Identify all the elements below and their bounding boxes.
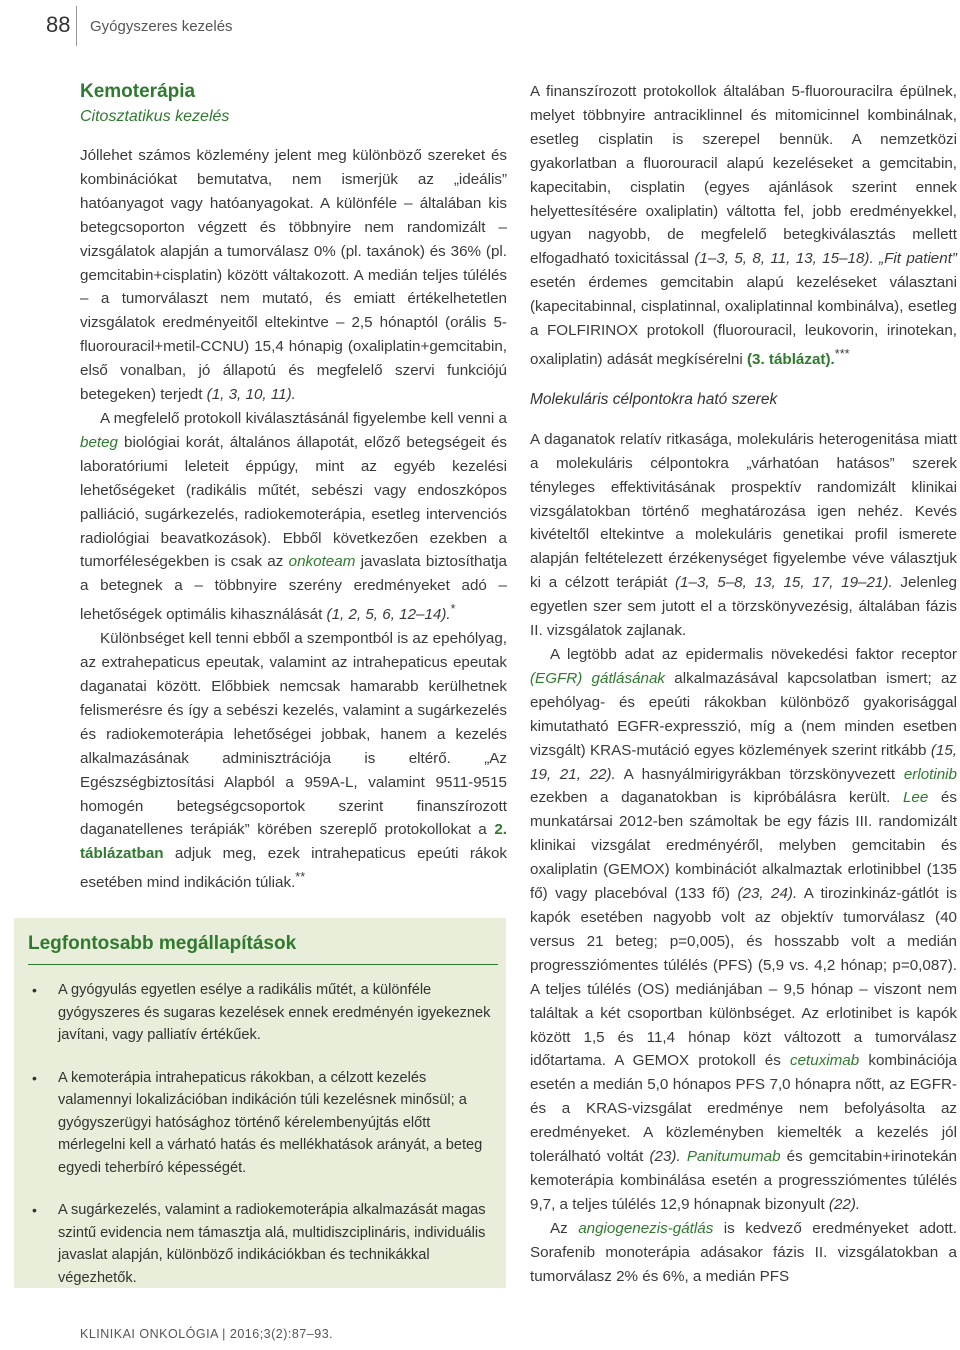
reference: (1–3, 5, 8, 11, 13, 15–18). <box>694 250 874 268</box>
paragraph <box>530 1217 957 1289</box>
key-findings-list <box>28 979 492 1289</box>
emphasis: „Fit patient” <box>879 250 957 268</box>
text: is kedvező eredményeket adott. Sorafenib monoterápia adásakor fázis II. vizsgálatokban a tumorválasz 2% és 6%, a medián PFS <box>530 1219 957 1285</box>
list-item-text: A kemoterápia intrahepaticus rákokban, a célzott kezelés valamennyi lokalizációban indikáción túli kezelésnek minősül; a gyógyszerügyi hatósághoz történő kérelembenyújtás előtt mérlegelni kell a várható hatás és mellékhatások arányát, a beteg egyedi teherbíró képességét. <box>58 1069 483 1176</box>
list-item <box>28 1067 492 1180</box>
subsection-heading: Molekuláris célpontokra ható szerek <box>530 390 778 408</box>
text: adjuk meg, ezek intrahepaticus epeúti rákok esetében mind indikáción túliak. <box>80 845 507 892</box>
page-number: 88 <box>46 12 71 37</box>
left-column <box>80 80 507 895</box>
table-reference[interactable]: 2. táblázatban <box>80 821 507 863</box>
emphasis: Lee <box>902 789 929 807</box>
journal-footer: KLINIKAI ONKOLÓGIA | 2016;3(2):87–93. <box>80 1327 334 1341</box>
list-item-text: A sugárkezelés, valamint a radiokemoterápia alkalmazását magas szintű evidencia nem támasztja alá, multidiszciplináris, individuális javaslat alapján, különböző indikációkban és technikákkal végezhetők. <box>58 1202 486 1286</box>
paragraph <box>80 407 507 627</box>
text: ezekben a daganatokban is kipróbálásra került. <box>530 789 891 807</box>
emphasis: onkoteam <box>288 553 356 571</box>
key-findings-title: Legfontosabb megállapítások <box>28 933 297 954</box>
text: javaslata biztosíthatja a betegnek a – többnyire szerény eredményeket adó – lehetőségek optimális kihasználását <box>80 553 507 624</box>
text: A daganatok relatív ritkasága, molekuláris heterogenitása miatt a molekuláris célpontokra „várhatóan hatásos” szerek tényleges effektivitásának prospektív randomizált klinikai vizsgálatokban történő meghatározása igen nehéz. Kevés kivételtől eltekintve a molekuláris genetikai profil ismerete alapján feltételezett érzékenységet figyelembe véve választjuk ki a célzott terápiát <box>530 430 957 592</box>
reference: (23). <box>649 1148 681 1166</box>
list-item <box>28 979 492 1047</box>
text: A megfelelő protokoll kiválasztásánál figyelembe kell venni a <box>100 409 507 427</box>
text: A tirozinkináz-gátlót is kapók esetében nagyobb volt az objektív tumorválasz (40 versus 21 beteg; p=0,005), és hosszabb volt a medián progressziómentes túlélés (PFS) (5,9 vs. 4,2 hónap; p=0,087). A teljes túlélés (OS) mediánjában – 9,5 hónap – viszont nem találtak a két csoportban különbséget. Az erlotinibet is kapók között 1,5 és 11,4 hónap közt változott a tumorválasz időtartama. A GEMOX protokoll és <box>530 885 957 1070</box>
running-header: Gyógyszeres kezelés <box>90 18 233 35</box>
emphasis: angiogenezis-gátlás <box>578 1219 714 1237</box>
list-item <box>28 1199 492 1289</box>
emphasis: Panitumumab <box>686 1148 781 1166</box>
text: biológiai korát, általános állapotát, előző betegségeit és laboratóriumi leleteit éppúgy, mint az egyéb kezelési lehetőségeket (radikális műtét, sebészi vagy endoszkópos palliáció, sugárkezelés, radiokemoterápia, esetleg intervenciós radiológiai beavatkozások). Ebből következően ezekben a tumorféleségekben is csak az <box>80 433 507 571</box>
text: A legtöbb adat az epidermalis növekedési faktor receptor <box>550 646 957 663</box>
text: A hasnyálmirigyrákban törzskönyvezett <box>623 765 896 783</box>
key-findings-box <box>14 918 506 1288</box>
right-column <box>530 80 957 1288</box>
reference: (1, 3, 10, 11). <box>206 386 296 404</box>
list-item-text: A gyógyulás egyetlen esélye a radikális műtét, a különféle gyógyszeres és sugaras kezelések ennek eredményén igyekeznek javítani, vagy palliatív értékűek. <box>58 982 491 1043</box>
paragraph <box>530 80 957 372</box>
bullet-icon: • <box>32 982 37 998</box>
emphasis: (EGFR) gátlásának <box>530 669 666 687</box>
paragraph <box>530 643 957 1217</box>
text: kombinációja esetén a medián 5,0 hónapos PFS 7,0 hónapra nőtt, az EGFR- és a KRAS-vizsgálat eredménye nem befolyásolta az eredményeket. A közleményben kiemelték a kezelés jól tolerálható voltát <box>530 1052 957 1166</box>
text: Jelenleg egyetlen szer sem jutott el a törzskönyvezésig, általában fázis II. vizsgálatok zajlanak. <box>530 574 957 640</box>
text: Az <box>550 1219 568 1237</box>
table-reference[interactable]: (3. táblázat). <box>746 351 835 369</box>
text: alkalmazásával kapcsolatban ismert; az epehólyag- és epeúti rákokban különböző gyakorisággal kimutatható EGFR-expresszió, míg a (nem minden esetben vizsgált) KRAS-mutáció egyes közlemények szerint ritkább <box>530 669 958 759</box>
header-divider <box>76 6 77 46</box>
text: A finanszírozott protokollok általában 5-fluorouracilra épülnek, melyet többnyire antraciklinnel és mitomicinnel kombinálnak, esetleg cisplatin is szerepel bennük. A nemzetközi gyakorlatban a fluorouracil alapú kezeléseket a gemcitabin, kapecitabin, cisplatin (egyes ajánlások szerint ennek helyettesítésére oxaliplatin) váltotta fel, jobb eredményekkel, ugyan nagyobb, de megfelelő betegkiválasztás mellett elfogadható toxicitással <box>530 83 957 268</box>
emphasis: beteg <box>80 433 119 451</box>
reference: (1, 2, 5, 6, 12–14). <box>326 606 451 624</box>
emphasis: erlotinib <box>903 765 957 783</box>
section-subtitle: Citosztatikus kezelés <box>80 108 230 125</box>
emphasis: cetuximab <box>789 1052 860 1070</box>
footnote-marker: * <box>450 602 456 617</box>
text: Jóllehet számos közlemény jelent meg különböző szereket és kombinációkat bemutatva, nem ismerjük az „ideális” hatóanyagot vagy hatóanyagokat. A különféle – általában kis betegcsoporton végzett és többnyire nem randomizált – vizsgálatok alapján a tumorválasz 0% (pl. taxánok) és 36% (pl. gemcitabin+cisplatin) között váltakozott. A medián teljes túlélés – a tumorválaszt nem mutató, és emiatt értékelhetetlen vizsgálatok eredményeitől eltekintve – 2,5 hónaptól (orális 5-fluorouracil+metil-CCNU) 15,4 hónapig (oxaliplatin+gemcitabin, első vonalban, jó állapotú és megfelelő szervi funkciójú betegeken) terjedt <box>80 147 507 404</box>
footnote-marker: ** <box>295 870 306 885</box>
footnote-marker: *** <box>834 346 850 361</box>
paragraph <box>530 428 957 643</box>
bullet-icon: • <box>32 1069 37 1086</box>
reference: (15, 19, 21, 22). <box>530 741 957 783</box>
paragraph <box>80 144 507 407</box>
key-findings-divider <box>28 964 498 965</box>
section-title: Kemoterápia <box>80 81 196 102</box>
reference: (22). <box>828 1195 861 1213</box>
text: és munkatársai 2012-ben számoltak be egy fázis III. randomizált klinikai vizsgálat eredményéről, melyben gemcitabin és oxaliplatin (GEMOX) kombinációt alkalmaztak erlotinibbel (135 fő) vagy placebóval (133 fő) <box>530 789 957 903</box>
bullet-icon: • <box>32 1202 37 1218</box>
paragraph <box>80 627 507 895</box>
reference: (23, 24). <box>737 885 798 903</box>
text: esetén érdemes gemcitabin alapú kezeléseket választani (kapecitabinnal, cisplatinnal, oxaliplatinnal kombinálva), esetleg a FOLFIRINOX protokoll (fluorouracil, leukovorin, irinotekan, oxaliplatin) adását megkísérelni <box>530 274 957 369</box>
reference: (1–3, 5–8, 13, 15, 17, 19–21). <box>674 574 893 592</box>
text: és gemcitabin+irinotekán kemoterápia kombinálása esetén a progressziómentes túlélés 9,7, a teljes túlélés 12,9 hónapnak bizonyult <box>530 1148 957 1213</box>
text: Különbséget kell tenni ebből a szempontból is az epehólyag, az extrahepaticus epeutak, valamint az intrahepaticus epeutak daganatai között. Előbbiek nemcsak hamarabb kerülhetnek felismerésre és így a sebészi kezelés, valamint a sugárkezelés és radiokemoterápia lehetőségei jobbak, hanem a kezelés alkalmazásának adminisztrációja is eltérő. „Az Egészségbiztosítási Alapból a 959A-L, valamint 9511-9515 homogén betegségcsoportok szerint finanszírozott daganatellenes terápiák” körében szereplő protokollokat a <box>80 630 507 839</box>
